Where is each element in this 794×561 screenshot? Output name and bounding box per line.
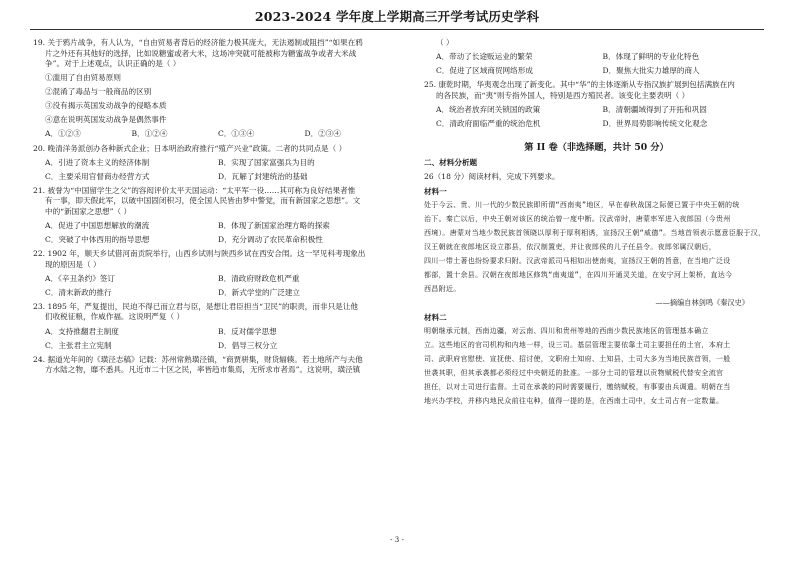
answer-option[interactable]: D．聚焦大批实力雄厚的商人 — [602, 66, 700, 76]
question-stem-line: 争”。对于上述观点，认识正确的是（ ） — [45, 59, 181, 68]
question-stem-line: 23. 1895 年，严复提出，民迫不得已而立君与臣，是想让君臣担当“卫民”的职责，而非只是让他 — [33, 301, 358, 311]
answer-options — [424, 66, 769, 77]
answer-options — [33, 158, 391, 169]
material-line: 立。这些地区的官司机构和内地一样，设三司。基层管理主要依靠土司主要担任的土官，本府土 — [424, 340, 731, 349]
question-24 — [33, 355, 391, 376]
question-stem-line: 19. 关于鸦片战争，有人认为，“自由贸易者背后的经济能力极其庞大，无法遏制或阻挡”“如果在鸦 — [33, 38, 363, 47]
answer-option[interactable]: D．充分调动了农民革命积极性 — [218, 235, 323, 245]
material-1-source: ——摘编自林剑鸣《秦汉史》 — [655, 297, 749, 307]
question-22 — [33, 249, 391, 298]
question-stem-line: 中的“新国家之思想”（ ） — [45, 206, 132, 216]
answer-option[interactable]: B．清政府财政危机严重 — [218, 273, 300, 283]
answer-option[interactable]: A．引进了资本主义的经济体制 — [45, 157, 150, 167]
answer-option[interactable]: B．①②④ — [131, 129, 168, 139]
material-line: 西昌附近。 — [424, 284, 461, 293]
material-line: 世袭其职，但其承袭都必须经过中央朝廷的批准。一部分土司的管理以贡物赋税代替安全流官 — [424, 368, 724, 377]
answer-option[interactable]: A．统治者放弃闭关锁国的政策 — [436, 104, 541, 114]
question-stem-line: 22. 1902 年，顺天乡试借河南贡院举行，山西乡试则与陕西乡试在西安合闱。这一罕见科考现象出 — [33, 249, 366, 259]
material-line: 都部，置十余县。汉朝在夜郎地区修筑“南夷道”，在四川开通灵关道，在安宁河上架桥，直达今 — [424, 270, 733, 279]
answer-option[interactable]: B．清朝疆域得到了开拓和巩固 — [602, 104, 707, 114]
material-1-text — [424, 198, 769, 296]
answer-option[interactable]: C．①③④ — [218, 129, 255, 139]
page-number: - 3 - — [390, 536, 404, 544]
left-column — [33, 38, 391, 376]
answer-option[interactable]: D．新式学堂的广泛建立 — [218, 287, 301, 297]
answer-option[interactable]: C．清末新政的推行 — [45, 287, 112, 297]
answer-option[interactable]: C．促进了区域商贸网络形成 — [436, 66, 533, 76]
answer-options — [33, 221, 391, 232]
answer-bracket: （ ） — [436, 38, 454, 47]
question-stem-line: 们收税征粮，作威作福。这说明严复（ ） — [45, 312, 185, 322]
question-stem-line: 的各民族，而“夷”则专指外国人，特别是西方殖民者。该变化主要表明（ ） — [436, 90, 690, 100]
answer-options — [33, 288, 391, 299]
answer-option[interactable]: A．支持推翻君主制度 — [45, 326, 119, 336]
section-header: 第 II 卷（非选择题，共计 50 分） — [524, 142, 669, 154]
material-line: 汉王朝就在夜郎地区设立郡县，依汉制置吏，并让夜郎侯的儿子任县令。夜郎邻属汉朝后， — [424, 242, 716, 251]
question-stem-line: 片之外还有其他好的选择，比如说糖蜜或者大米，这场冲突就可能被称为糖蜜战争或者大米战 — [45, 48, 357, 58]
question-25 — [424, 80, 769, 129]
material-2-label: 材料二 — [424, 312, 447, 322]
answer-option[interactable]: B．体现了新国家治理方略的探索 — [218, 220, 330, 230]
page-title: 2023-2024 学年度上学期高三开学考试历史学科 — [254, 9, 540, 24]
answer-option[interactable]: B．反对儒学思想 — [218, 326, 277, 336]
answer-option[interactable]: A．带动了长途贩运业的繁荣 — [436, 52, 533, 62]
statement-item: ④意在说明英国发动战争是偶然事件 — [45, 115, 167, 125]
material-line: 地兴办学校，并移内地民众前往屯种，值得一提的是，在西南土司中，女土司占有一定数量。 — [424, 396, 724, 405]
answer-option[interactable]: C．主要采用官督商办经营方式 — [45, 171, 150, 181]
answer-option[interactable]: D．倡导三权分立 — [218, 340, 278, 350]
question-19 — [33, 38, 391, 140]
material-1-label: 材料一 — [424, 186, 447, 196]
question-stem-line: 方水陆之物，靡不悉具。凡近市二十区之民，率皆趋市集焉，无所求市者焉”。这说明，璜泾镇 — [45, 365, 361, 375]
statement-item: ②混淆了毒品与一般商品的区别 — [45, 87, 152, 97]
answer-option[interactable]: D．瓦解了封建统治的基础 — [218, 171, 308, 181]
answer-option[interactable]: A．《辛丑条约》签订 — [45, 273, 116, 283]
statement-item: ③没有揭示英国发动战争的侵略本质 — [45, 101, 167, 111]
answer-options — [424, 119, 769, 130]
answer-option[interactable]: D．②③④ — [304, 129, 341, 139]
material-line: 四川一带土著也纷纷要求归附。汉武帝派司马相如出使南夷，宣扬汉王朝的旨意，在当地广泛设 — [424, 256, 731, 265]
material-line: 担任，以对土司进行监督。土司在承袭的同时需要履行，缴纳赋税，有事要由兵调遣。明朝在当 — [424, 382, 731, 391]
answer-option[interactable]: A．促进了中国思想解放的潮流 — [45, 220, 150, 230]
material-line: 司、武职府官慰使、宣抚使、招讨使，文职府土知府、土知县，土司大多为当地民族首领，一般 — [424, 354, 731, 363]
question-23 — [33, 302, 391, 351]
question-26-stem: 26（18 分）阅读材料，完成下列要求。 — [424, 172, 560, 182]
answer-options — [33, 274, 391, 285]
answer-option[interactable]: C．主张君主立宪制 — [45, 340, 112, 350]
answer-option[interactable]: D．世界局势影响传统文化观念 — [602, 118, 708, 128]
material-line: 处于今云、贵、川一代的少数民族即所谓“西南夷”地区，早在春秋战国之际便已置于中央王朝的统 — [424, 200, 740, 209]
question-stem-line: 24. 据道光年间的《璜泾志稿》记载：苏州常熟璜泾镇，“商贾骈集，财货辐辏。若土地所产与夫他 — [33, 354, 363, 364]
answer-options — [33, 172, 391, 183]
answer-options — [33, 129, 391, 140]
answer-options — [424, 105, 769, 116]
right-column — [424, 38, 769, 408]
answer-options — [33, 235, 391, 246]
answer-option[interactable]: B．体现了鲜明的专业化特色 — [602, 52, 700, 62]
material-line: 治下。秦亡以后，中央王朝对该区的统治曾一度中断。汉武帝时，唐蒙率军进入夜郎国（今贵州 — [424, 214, 731, 223]
material-line: 西境）。唐蒙对当地少数民族首领晓以厚利于厚利相诱，宣扬汉王朝“威德”。当地首领表示愿意臣服于汉， — [424, 228, 766, 237]
question-24-continued — [424, 38, 769, 77]
answer-options — [33, 327, 391, 338]
material-line: 明朝继承元制，西南边疆，对云南、四川和贵州等地的西南少数民族地区的管理基本确立 — [424, 326, 709, 335]
question-stem-line: 现的原因是（ ） — [45, 259, 101, 269]
answer-option[interactable]: C．突破了中体西用的指导思想 — [45, 235, 150, 245]
question-stem-line: 25. 康乾时期，华夷观念出现了新变化。其中“华”的主体逐渐从专指汉族扩展到包括满族在内 — [424, 80, 735, 90]
analysis-section-title: 二、材料分析题 — [424, 158, 478, 168]
answer-option[interactable]: C．清政府面临严重的统治危机 — [436, 118, 541, 128]
question-stem-line: 有一事，即天假此军，以破中国固闭积习，使全国人民皆由梦中警觉，而有新国家之思想”。文 — [45, 196, 361, 206]
answer-options — [33, 341, 391, 352]
material-2-text — [424, 324, 769, 408]
answer-option[interactable]: A．①②③ — [45, 129, 81, 139]
question-stem-line: 21. 被誉为“中国留学生之父”的容闳评价太平天国运动：“太平军一役……其可称为良好结果者惟 — [33, 185, 356, 195]
statement-item: ①滥用了自由贸易原则 — [45, 73, 121, 83]
question-21 — [33, 186, 391, 246]
question-20 — [33, 144, 391, 183]
title-divider — [30, 29, 764, 30]
question-stem-line: 20. 晚清洋务派创办各种新式企业；日本明治政府推行“殖产兴业”政策。二者的共同点是（ ） — [33, 143, 347, 153]
answer-options — [424, 52, 769, 63]
answer-option[interactable]: B．实现了国家富强兵为目的 — [218, 157, 315, 167]
